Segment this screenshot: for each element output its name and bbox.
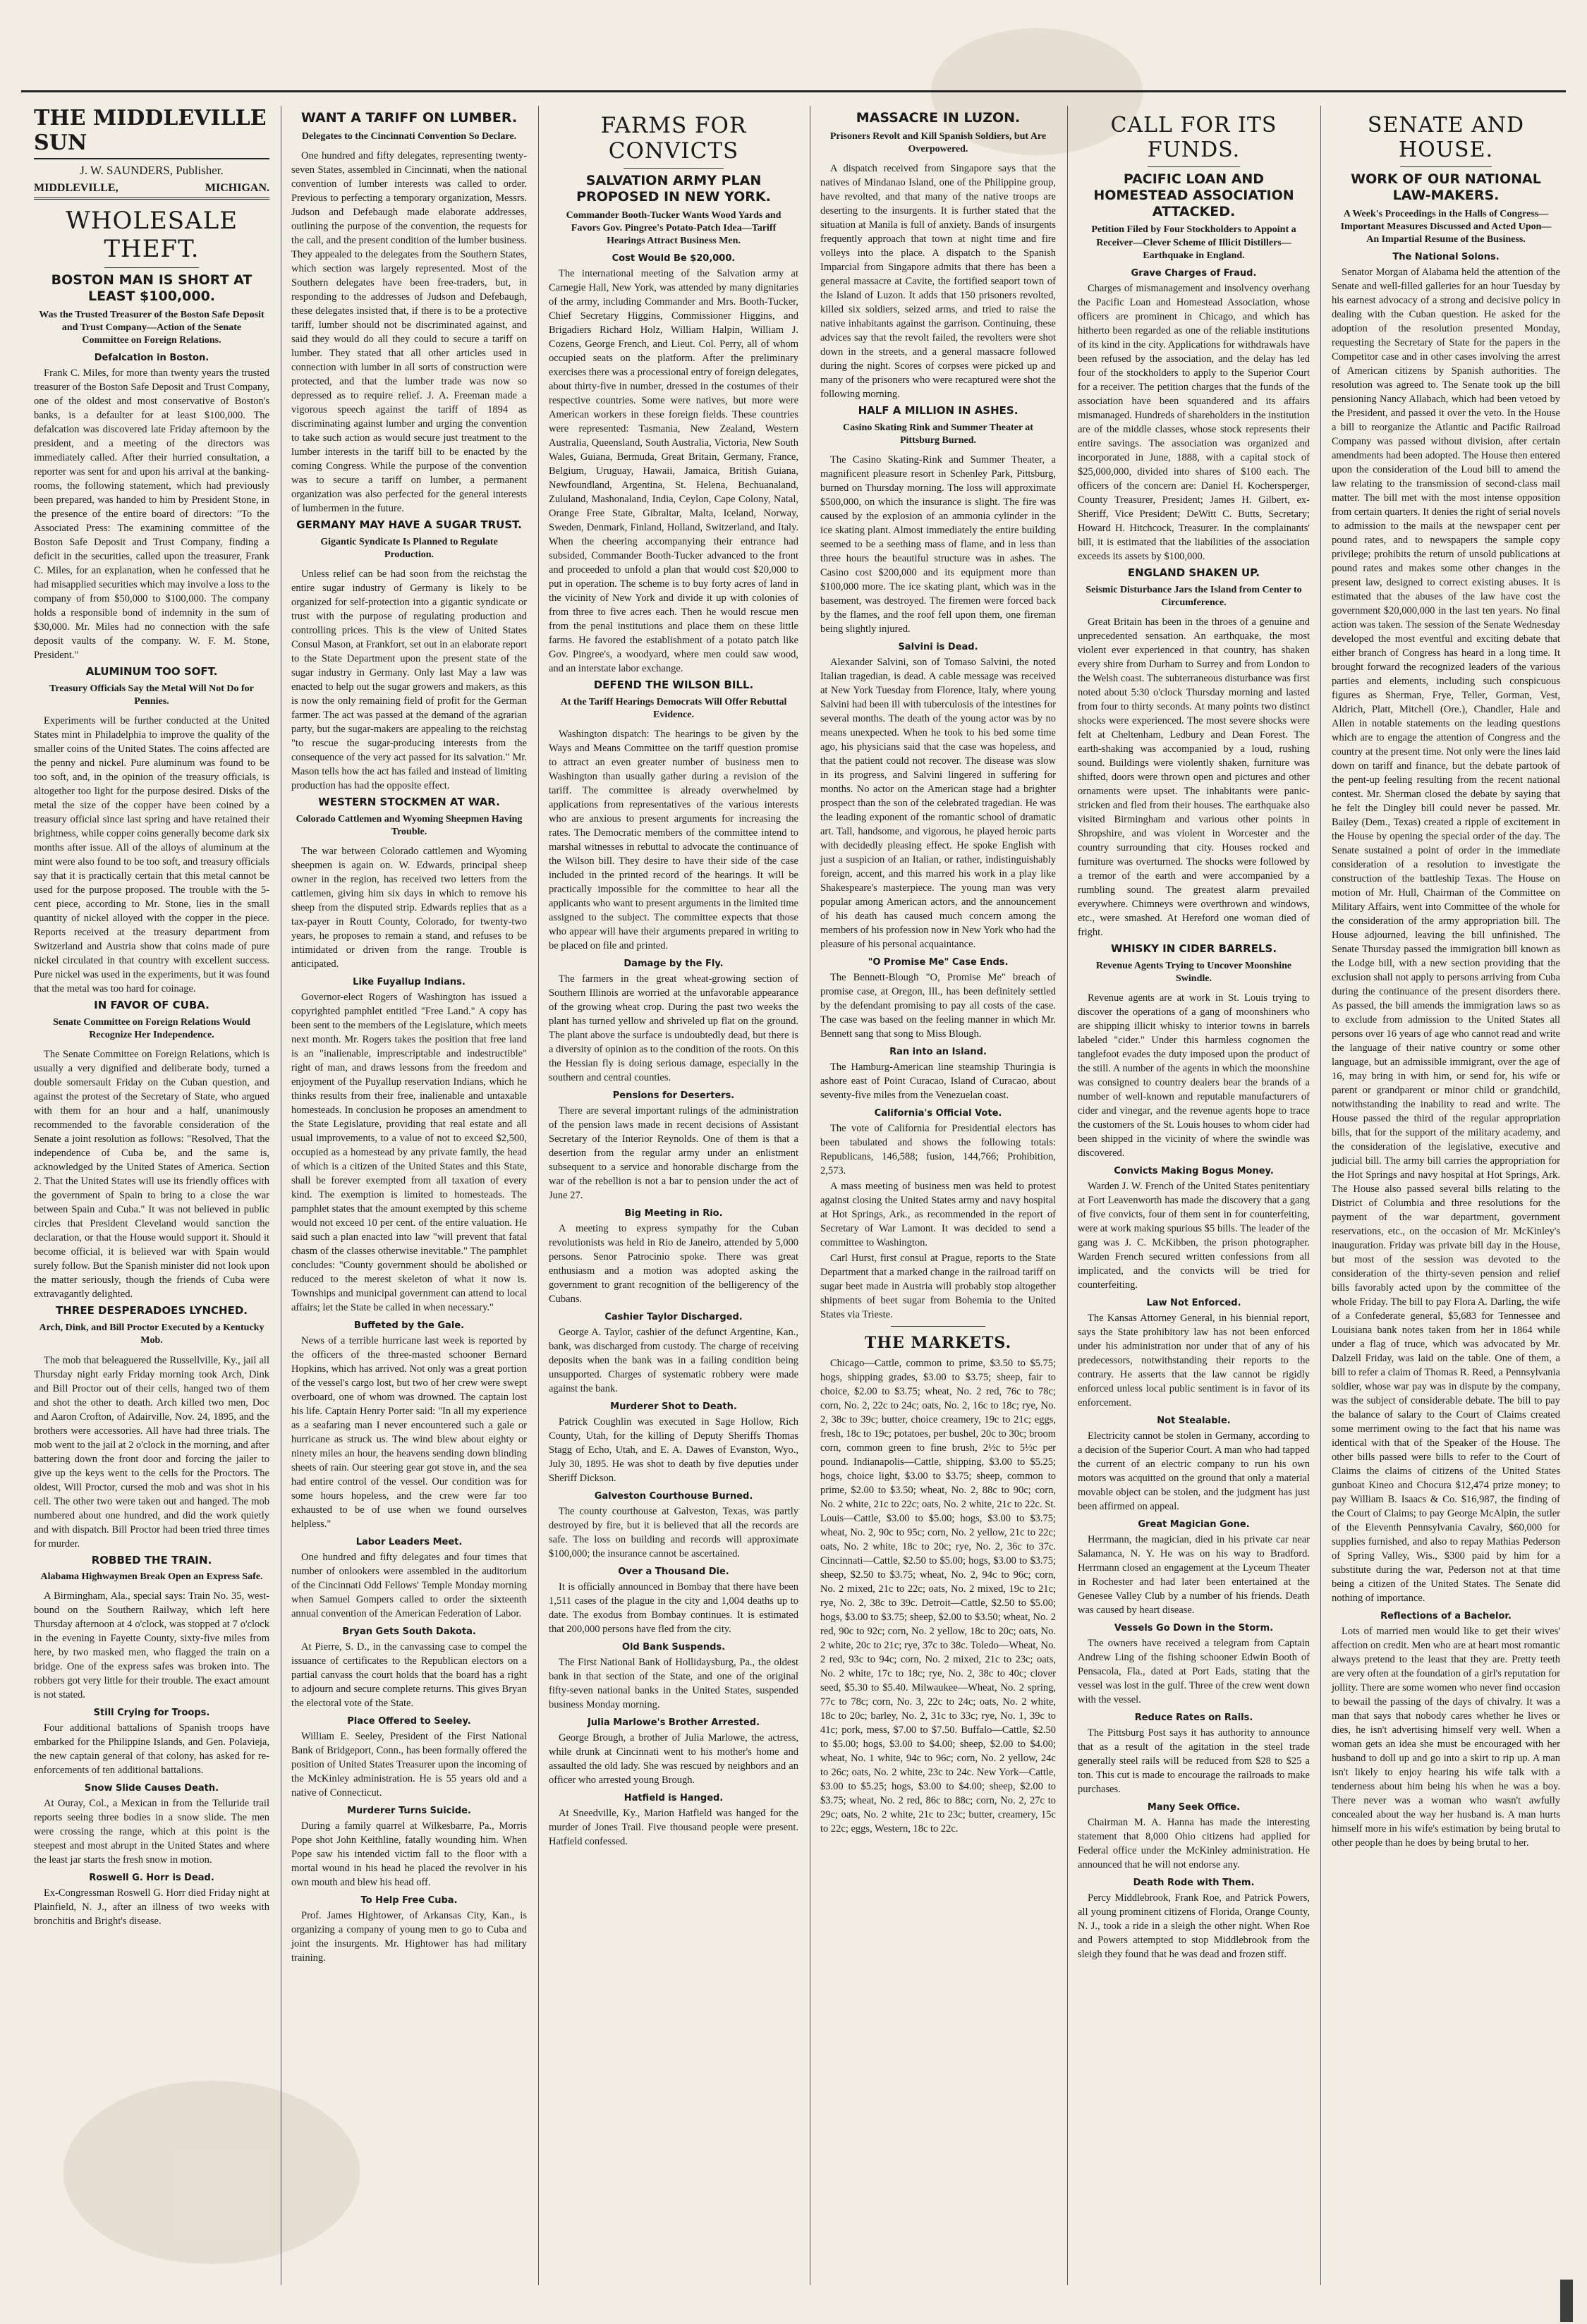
section-deck: Alabama Highwaymen Break Open an Express Safe. <box>40 1571 263 1583</box>
section-heading: Cashier Taylor Discharged. <box>604 1312 743 1323</box>
article-paragraph: The mob that beleaguered the Russellville, Ky., jail all Thursday night early Friday morning took Arch, Dink and Bill Proctor out of their cells, hanged two of them and shot the other to death. Arch killed two men, Doc and Aaron Crofton, of Adairville, Nov. 24, 1895, and the brothers were accessories. All have had three trials. The mob went to the jail at 2 o'clock in the morning, and after battering down the front door and forcing the jailer to give up the keys went to the cells for the Proctors. The oldest, Will Proctor, cursed the mob and was shot in his cell. The other two were taken out and hanged. The mob numbered about one hundred, and did the work quietly and with dispatch. Bill Proctor had been tried three times for murder. <box>34 1354 269 1550</box>
column-rule <box>1067 106 1068 2285</box>
column-6 <box>1326 106 1566 2285</box>
section-heading: Damage by the Fly. <box>624 959 724 970</box>
article-paragraph: Frank C. Miles, for more than twenty years the trusted treasurer of the Boston Safe Deposit and Trust Company, one of the oldest and most conservative of Boston's banks, is a defaulter for at least $100,000. The defalcation was discovered late Friday afternoon by the president, and a meeting of the directors was immediately called. After their hurried consultation, a reporter was sent for and upon his arrival at the banking-rooms, the following statement, which had previously been prepared, was handed to him by President Stone, in the presence of the entire board of directors: "To the Associated Press: The examining committee of the Boston Safe Deposit and Trust Company, finding a deficit in the securities, called upon the treasurer, Frank C. Miles, for an explanation, when he confessed that he had misapplied securities which may involve a loss to the company of from $50,000 to $100,000. The company holds a responsible bond of indemnity in the sum of $30,000. Mr. Miles had no connection with the safe deposit vaults of the company. W. F. M. Stone, President." <box>34 367 269 662</box>
headline: FARMS FOR CONVICTS <box>600 113 747 164</box>
section-heading: Murderer Shot to Death. <box>610 1401 737 1413</box>
column-rule <box>1320 106 1321 2285</box>
section-heading: To Help Free Cuba. <box>360 1895 458 1906</box>
section-heading: Cost Would Be $20,000. <box>612 253 736 264</box>
section-heading: Like Fuyallup Indians. <box>353 977 466 988</box>
section-heading: WESTERN STOCKMEN AT WAR. <box>318 796 500 809</box>
subheadline: PACIFIC LOAN AND HOMESTEAD ASSOCIATION ATTACKED. <box>1093 171 1294 219</box>
headline: CALL FOR ITS FUNDS. <box>1110 113 1277 162</box>
article-paragraph: George Brough, a brother of Julia Marlowe, the actress, while drunk at Cincinnati went to his mother's home and assaulted the old lady. She was rescued by neighbors and an officer who arrested young Brough. <box>549 1732 798 1787</box>
headline: WANT A TARIFF ON LUMBER. <box>300 110 518 126</box>
article-paragraph: Electricity cannot be stolen in Germany, according to a decision of the Superior Court. A man who had tapped the current of an electric company to run his own motors was acquitted on the ground that only a material movable object can be stolen, and the judgment has just been affirmed on appeal. <box>1078 1430 1310 1513</box>
masthead-title: THE MIDDLEVILLE SUN <box>34 106 269 159</box>
article-paragraph: Senator Morgan of Alabama held the attention of the Senate and well-filled galleries for an hour Tuesday by his earnest advocacy of a strong and decisive policy in dealing with the Cuban question. He asked for the adoption of the resolution presented Monday, requesting the Secretary of State for the papers in the Competitor case and in other cases involving the arrest of American citizens by Spanish authorities. The resolution was agreed to. The Senate took up the bill pensioning Nancy Allabach, which had been vetoed by the President, and passed it over the veto. In the House a bill to reorganize the Atlantic and Pacific Railroad Company was passed without division, after certain amendments had been adopted. The House then entered upon the consideration of the Loud bill to amend the law relating to the transmission of second-class mail matter. The bill met with the most intense opposition from certain quarters. It denies the right of serial novels to admission to the mails at the newspaper cent per pound rates, and to newspapers the sample copy privilege; prohibits the return of unsold publications at pound rates and makes some other changes in the present law, designed to correct existing abuses. It is estimated that the abuses of the law have cost the government $20,000,000 in the last ten years. No final action was taken. The session of the Senate Wednesday developed the most eventful and exciting debate that either branch of Congress has heard in a long time. It brought forward the recognized leaders of the various parties and elements, including such conspicuous figures as Sherman, Frye, Teller, Gorman, Vest, Aldrich, Platt, Mitchell (Ore.), Chandler, Hale and Allen in notable statements on the leading questions which are to engage the attention of Congress and the country at the present time. Not only were the lines laid down on tariff and finance, but the debate partook of the pent-up feeling resulting from the recent national contest. Mr. Sherman closed the debate by saying that he felt the Dingley bill could never be passed. Mr. Bailey (Dem., Texas) created a ripple of excitement in the House by opening the special order of the day. The Senate sustained a point of order in the immediate consideration of a resolution to investigate the construction of the battleship Texas. The House on motion of Mr. Hull, Chairman of the Committee on Military Affairs, went into Committee of the whole for the consideration of the army appropriation bill. The House adjourned, leaving the bill unfinished. The Senate Thursday passed the immigration bill known as the Lodge bill, with a new section providing that the exclusion shall not apply to persons arriving from Cuba during the continuance of the present disorders there. As passed, the bill amends the immigration laws so as to exclude from admission to the United States all persons over 16 years of age who cannot read and write the language of their native country or some other language, but an admissible immigrant, over the age of 16, may bring in with him, or send for, his wife or parent or grandparent or minor child or grandchild, notwithstanding the inability to read and write. The House passed the third of the regular appropriation bills, that for the support of the military academy, and the consideration of the legislative, executive and judicial bill. The army bill carries the appropriation for the Hot Springs and navy hospital at Hot Springs, Ark. The House also passed several bills relating to the District of Columbia and three resolutions for the payment of the war department, government reservations, etc., on the occasion of Mr. McKinley's inauguration. Friday was private bill day in the House, but most of the session was devoted to the consideration of the thirty-seven pension and relief bills favorably acted upon by the committee of the whole Friday. The bill to pay Flora A. Darling, the wife of a Confederate general, $5,683 for Tennessee and Louisiana bank notes taken from her in 1864 while under a flag of truce, which was advocated by Mr. Dalzell Friday, was laid on the table. One of them, a bill to refer a claim of Thomas R. Reed, a Pennsylvania soldier, whose war pay was in dispute by the company, was the subject of considerable debate. The bill to pay the balance of salary to the Court of Claims created some merriment owing to the fact that his name was identical with that of the Speaker of the House. The other bills passed were bills to refer to the Court of Claims the claims of citizens of the United States gunboat Kineo and Chocura $12,474 prize money; to pay William B. Isaacs & Co. $16,987, the finding of the Court of Claims; to pay George McAlpin, the sutler of the Eleventh Pennsylvania Cavalry, $60,000 for supplies furnished, and also to repay Mathias Pederson of Spring Valley, Wis., $300 paid by him for a substitute during the war, Pederson not at that time being a citizen of the United States. The Senate did nothing of importance. <box>1332 267 1560 1605</box>
section-deck: Gigantic Syndicate Is Planned to Regulate Production. <box>320 536 498 560</box>
section-heading: ALUMINUM TOO SOFT. <box>85 665 218 679</box>
section-heading: Many Seek Office. <box>1147 1802 1241 1813</box>
section-deck: At the Tariff Hearings Democrats Will Offer Rebuttal Evidence. <box>560 696 787 721</box>
section-heading: Hatfield is Hanged. <box>624 1793 724 1804</box>
article-paragraph: Washington dispatch: The hearings to be given by the Ways and Means Committee on the tariff question promise to attract an even greater number of business men to Washington than usually gather during a revision of the tariff. The committee is already overwhelmed by applications from representatives of the various interests who are anxious to present arguments for increasing the rates. The Democratic members of the committee intend to marshal witnesses in rebuttal to advocate the continuance of the Wilson bill. They desire to have their side of the case included in the printed record of the hearings. It will be practically impossible for the committee to hear all the applicants who want to present arguments in the limited time assigned to the subject. The committee expects that those who appear will have their arguments prepared in writing to be placed on file and printed. <box>549 729 798 952</box>
divider <box>1148 166 1241 167</box>
article-paragraph: The Bennett-Blough "O, Promise Me" breach of promise case, at Oregon, Ill., has been definitely settled by the defendant promising to pay all costs of the case. The case was based on the feeling manner in which Mr. Bennett sang that song to Miss Blough. <box>820 972 1056 1040</box>
article-paragraph: The Hamburg-American line steamship Thuringia is ashore east of Point Curacao, Island of Curacao, about seventy-five miles from the Venezuelan coast. <box>820 1061 1056 1102</box>
section-heading: Pensions for Deserters. <box>612 1090 735 1102</box>
section-heading: GERMANY MAY HAVE A SUGAR TRUST. <box>296 518 522 531</box>
section-deck: Seismic Disturbance Jars the Island from Center to Circumference. <box>1086 584 1302 608</box>
article-paragraph: A meeting to express sympathy for the Cuban revolutionists was held in Rio de Janeiro, attended by 5,000 persons. Senor Patrocinio spoke. There was great enthusiasm and a motion was adopted asking the government to grant recognition of the belligerency of the Cubans. <box>549 1223 798 1306</box>
edge-damage <box>1560 2280 1573 2322</box>
section-heading: ENGLAND SHAKEN UP. <box>1127 566 1260 579</box>
section-heading: Reduce Rates on Rails. <box>1134 1712 1253 1724</box>
section-heading: Convicts Making Bogus Money. <box>1114 1166 1274 1177</box>
section-heading: Julia Marlowe's Brother Arrested. <box>587 1717 760 1729</box>
subheadline: BOSTON MAN IS SHORT AT LEAST $100,000. <box>51 272 253 304</box>
article-paragraph: George A. Taylor, cashier of the defunct Argentine, Kan., bank, was discharged from custody. The charge of receiving deposits when the bank was in a failing condition being unsupported. Charges of systematic robbery were made against the bank. <box>549 1327 798 1395</box>
headline: SENATE AND HOUSE. <box>1367 113 1525 162</box>
column-rule <box>538 106 539 2285</box>
section-heading: Grave Charges of Fraud. <box>1131 267 1257 279</box>
deck: A Week's Proceedings in the Halls of Congress—Important Measures Discussed and Acted Upon—An Impartial Resume of the Business. <box>1340 208 1552 245</box>
markets-heading: THE MARKETS. <box>864 1334 1012 1353</box>
section-heading: Labor Leaders Meet. <box>355 1537 463 1548</box>
subheadline: SALVATION ARMY PLAN PROPOSED IN NEW YORK. <box>576 173 771 205</box>
section-heading: HALF A MILLION IN ASHES. <box>858 404 1019 418</box>
section-heading: Big Meeting in Rio. <box>624 1208 723 1219</box>
column-1 <box>28 106 275 2285</box>
article-paragraph: The First National Bank of Hollidaysburg, Pa., the oldest bank in that section of the State, and one of the original fifty-seven national banks in the United States, suspended business Monday morning. <box>549 1657 798 1711</box>
article-paragraph: During a family quarrel at Wilkesbarre, Pa., Morris Pope shot John Keithline, fatally wounding him. When Pope saw his intended victim fall to the floor with a mortal wound in his head he placed the revolver in his own mouth and blew his head off. <box>291 1820 527 1889</box>
article-paragraph: Governor-elect Rogers of Washington has issued a copyrighted pamphlet entitled "Free Land." A copy has been sent to the members of the Legislature, which meets next month. Mr. Rogers takes the position that free land is an "inalienable, imprescriptable and indestructible" right of man, and draws lessons from the freedom and enjoyment of the Puyallup reservation Indians, which he thinks results from their free, inalienable and untaxable homesteads. In conclusion he proposes an amendment to the State Legislature, providing that real estate and all usual improvements, to a value of not to exceed $2,500, occupied as a homestead by any private family, the head of which is a citizen of the United States and this State, shall be forever exempted from all taxation of every kind. The exemption is limited to homesteads. The pamphlet states that the amount exempted by this scheme would not exceed 10 per cent. of the entire valuation. He said such a plan enacted into law "will prevent that fatal chasm of the classes otherwise inevitable." The pamphlet concludes: "County government should be abolished or reduced to the merest skeleton of what it now is. Townships and municipal government can attend to local affairs; let the State be called in when necessary." <box>291 992 527 1314</box>
divider <box>104 267 199 268</box>
article-paragraph: Patrick Coughlin was executed in Sage Hollow, Rich County, Utah, for the killing of Deputy Sheriffs Thomas Stagg of Echo, Utah, and E. A. Dawes of Evanston, Wyo., July 30, 1895. He was shot to death by five deputies under Sheriff Dickson. <box>549 1416 798 1485</box>
article-paragraph: At Sneedville, Ky., Marion Hatfield was hanged for the murder of Jones Trail. Five thousand people were present. Hatfield confessed. <box>549 1808 798 1848</box>
article-paragraph: Experiments will be further conducted at the United States mint in Philadelphia to improve the quality of the smaller coins of the United States. The coins affected are the penny and nickel. Pure aluminum was found to be too soft, and, in the opinion of the treasury officials, is altogether too light for the purpose desired. Disks of the metal the size of the copper have been coined by a treasury official since last spring and have retained their brightness, while copper coins generally become dark six months after issue. All of the alloys of aluminum at the mint were also found to be too soft, and treasury officials say that it is practically certain that this metal cannot be used for the purpose proposed. The trouble with the 5-cent piece, according to Mr. Stone, lies in the small quantity of nickel alloyed with the copper in the piece. Reports received at the treasury department from Switzerland and Austria show that coins made of pure nickel circulated in that country with excellent success. Pure nickel was used in the experiments, but it was found that the metal was too hard for coinage. <box>34 715 269 995</box>
divider <box>891 1326 985 1327</box>
article-paragraph: At Ouray, Col., a Mexican in from the Telluride trail reports seeing three bodies in a snow slide. The men were crossing the range, which at this point is the steepest and most abrupt in the United States and where the least jar starts the fresh snow in motion. <box>34 1798 269 1866</box>
section-heading: WHISKY IN CIDER BARRELS. <box>1110 942 1277 956</box>
section-heading: Old Bank Suspends. <box>621 1642 726 1653</box>
article-paragraph: Revenue agents are at work in St. Louis trying to discover the operations of a gang of moonshiners who are shipping illicit whisky to interior towns in barrels labeled "cider." Under this harmless cognomen the tanglefoot evades the duty imposed upon the product of the still. A number of the agents in which the moonshine was consigned to country dealers bear the brands of a number of well-known and reputable manufacturers of cider and vinegar, and the revenue agents hope to trace the customers of the St. Louis houses to whom cider had been shipped in the vicinity of where the swindle was discovered. <box>1078 992 1310 1160</box>
section-heading: Murderer Turns Suicide. <box>347 1806 471 1817</box>
article-paragraph: The farmers in the great wheat-growing section of Southern Illinois are worried at the unfavorable appearance of the growing wheat crop. During the past two weeks the plant has turned yellow and shriveled up flat on the ground. The plant above the surface is undoubtedly dead, but there is a diversity of opinion as to the condition of the roots. On this the Hessian fly is doing serious damage, especially in the southern and central counties. <box>549 973 798 1084</box>
article-paragraph: One hundred and fifty delegates and four times that number of onlookers were assembled in the auditorium of the Cincinnati Odd Fellows' Temple Monday morning when Samuel Gompers called to order the sixteenth annual convention of the American Federation of Labor. <box>291 1552 527 1620</box>
section-heading: Place Offered to Seeley. <box>347 1716 471 1727</box>
article-paragraph: A dispatch received from Singapore says that the natives of Mindanao Island, one of the Philippine group, have revolted, and that many of the native troops are deserting to the insurgents. It is further stated that the situation at Manila is full of anxiety. Bands of insurgents frequently approach that town at night time and fire volleys into the place. A dispatch to the Spanish Imparcial from Singapore admits that there has been a general massacre at Cavite, the fortified seaport town of the Island of Luzon. It adds that 150 prisoners revolted, killed six soldiers, seized arms, and tried to raise the native inhabitants against the garrison. Continuing, these advices say that the revolt failed, the revolters were shot down in the streets, and a general massacre followed during the night. Scores of corpses were picked up and many of the prisoners who were recaptured were shot the following morning. <box>820 163 1056 401</box>
article-paragraph: Ex-Congressman Roswell G. Horr died Friday night at Plainfield, N. J., after an illness of two weeks with bronchitis and Bright's disease. <box>34 1887 269 1928</box>
article-paragraph: Prof. James Hightower, of Arkansas City, Kan., is organizing a company of young men to go to Cuba and joint the insurgents. Mr. Hightower has had military training. <box>291 1910 527 1964</box>
article-paragraph: Herrmann, the magician, died in his private car near Salamanca, N. Y. He was on his way to Bradford. Herrmann closed an engagement at the Lyceum Theater in Rochester and had later been entertained at the Genesee Valley Club by a number of his friends. Death was caused by heart disease. <box>1078 1534 1310 1617</box>
article-paragraph: The Pittsburg Post says it has authority to announce that as a result of the agitation in the steel trade generally steel rails will be reduced from $28 to $25 a ton. This cut is made to encourage the railroads to make purchases. <box>1078 1727 1310 1796</box>
column-3 <box>543 106 804 2285</box>
masthead-dateline <box>34 182 269 200</box>
section-heading: Still Crying for Troops. <box>93 1708 210 1719</box>
section-heading: Snow Slide Causes Death. <box>84 1783 219 1794</box>
section-deck: Treasury Officials Say the Metal Will Not Do for Pennies. <box>49 683 254 707</box>
section-heading: The National Solons. <box>1392 252 1500 263</box>
section-deck: Colorado Cattlemen and Wyoming Sheepmen Having Trouble. <box>296 813 523 838</box>
deck: Petition Filed by Four Stockholders to Appoint a Receiver—Clever Scheme of Illicit Distillers—Earthquake in England. <box>1091 224 1296 261</box>
section-heading: Salvini is Dead. <box>898 642 978 653</box>
divider <box>1400 166 1492 167</box>
section-heading: Ran into an Island. <box>889 1047 987 1058</box>
deck: Delegates to the Cincinnati Convention So Declare. <box>301 130 517 142</box>
masthead-town: MIDDLEVILLE, <box>34 182 118 194</box>
article-paragraph: It is officially announced in Bombay that there have been 1,511 cases of the plague in the city and 1,004 deaths up to date. The exodus from Bombay continues. It is estimated that 200,000 persons have fled from the city. <box>549 1581 798 1636</box>
article-paragraph: A Birmingham, Ala., special says: Train No. 35, west-bound on the Southern Railway, which left here Thursday afternoon at 4 o'clock, was stopped at 7 o'clock in the evening in Fayette County, sixty-five miles from here, by two masked men, who flagged the train on a bridge. One of the express safes was broken into. The robbers got very little for their trouble. The exact amount is not stated. <box>34 1590 269 1701</box>
section-heading: Death Rode with Them. <box>1133 1878 1255 1889</box>
article-paragraph: One hundred and fifty delegates, representing twenty-seven States, assembled in Cincinnati, when the national convention of lumber interests was called to order. Previous to perfecting a temporary organization, Messrs. Judson and Defebaugh made elaborate addresses, outlining the purpose of the convention, the requests for the call, and the present condition of the lumber business. They appealed to the delegates from the Southern States, which section was largely represented. Most of the Southern delegates have been free-traders, but, in responding to the addresses of Judson and Defebaugh, these delegates insisted that, if there is to be a protective tariff, lumber should not be discriminated against, and said they would do all they could to secure a tariff on lumber. They stated that all other articles used in connection with lumber in all sorts of construction were protected, and that the lumber trade was now so depressed as to require relief. J. A. Freeman made a vigorous speech against the tariff of 1894 as discriminating against lumber and urging the convention to take such action as would secure just treatment to the lumber interests in the tariff bill to be enacted by the coming Congress. While the purpose of the convention was to secure a tariff on lumber, a permanent organization was also perfected for the general interests of lumbermen in the future. <box>291 150 527 514</box>
article-paragraph: The international meeting of the Salvation army at Carnegie Hall, New York, was attended by many dignitaries of the army, including Commander and Mrs. Booth-Tucker, Chief Secretary Higgins, Commissioner Higgins, and Brigadiers Richard Holz, William Halpin, William J. Cozens, George French, and Lieut. Col. Perry, all of whom occupied seats on the platform. After the preliminary exercises there was a processional entry of foreign delegates, about thirty-five in number, dressed in the costumes of their respective countries. Some were natives, but more were American workers in these foreign fields. These countries were represented: Tasmania, New Zealand, Western Australia, Queensland, South Australia, Victoria, New South Wales, Guiana, Bermuda, Great Britain, Germany, France, Belgium, Uruguay, Hawaii, Jamaica, British Guiana, Newfoundland, Argentina, St. Helena, Bechuanaland, Zululand, Mashonaland, India, Ceylon, Cape Colony, Natal, Orange Free State, Gibraltar, Malta, Iceland, Norway, Sweden, Denmark, Finland, Holland, Switzerland, and Italy. When the cheering accompanying their entrance had subsided, Commander Booth-Tucker advanced to the front and proceeded to unfold a plan that would cost $20,000 to put in operation. The scheme is to buy forty acres of land in the vicinity of New York and divide it up with colonies of from three to five acres each. Then he would rescue men from the penal institutions and place them on these little farms. He favored the establishment of a potato patch like Gov. Pingree's, a woodyard, where men could saw wood, and an interstate labor exchange. <box>549 268 798 675</box>
section-heading: Over a Thousand Die. <box>618 1566 729 1578</box>
article-paragraph: The Casino Skating-Rink and Summer Theater, a magnificent pleasure resort in Schenley Park, Pittsburg, burned on Thursday morning. The loss will approximate $500,000, on which the insurance is slight. The fire was caused by the explosion of an ammonia cylinder in the ice skating plant. Almost immediately the entire building seemed to be a seething mass of flame, and in less than three hours the beautiful structure was in ashes. The Casino cost $200,000 and its equipment more than $100,000 more. The ice skating plant, which was in the basement, was destroyed. The firemen were forced back by the flames, and the roof fell upon them, one fireman being slightly injured. <box>820 454 1056 635</box>
section-heading: Vessels Go Down in the Storm. <box>1114 1623 1274 1634</box>
deck: Prisoners Revolt and Kill Spanish Soldiers, but Are Overpowered. <box>829 130 1047 154</box>
article-paragraph: The owners have received a telegram from Captain Andrew Ling of the fishing schooner Edwin Booth of Pensacola, Fla., dated at Port Eads, stating that the vessel was lost in the gulf. Three of the crew went down with the vessel. <box>1078 1638 1310 1706</box>
article-paragraph: There are several important rulings of the administration of the pension laws made in recent decisions of Assistant Secretary of the Interior Reynolds. One of them is that a desertion from the regular army under an enlistment subsequent to a service and honorable discharge from the war of the rebellion is not a bar to pension under the act of June 27. <box>549 1105 798 1202</box>
article-paragraph: The Senate Committee on Foreign Relations, which is usually a very dignified and deliberate body, turned a double somersault Friday on the Cuban question, and against the protest of the Secretary of State, who argued with them for an hour and a half, unanimously recommended to the favorable consideration of the Senate a joint resolution as follows: "Resolved, That the independence of Cuba be, and the same is, acknowledged by the United States of America. Section 2. That the United States will use its friendly offices with the government of Spain to bring to a close the war between Spain and Cuba." It was not believed in public circles that President Cleveland would sanction the declaration, or that the House would support it. Should it become official, it is believed war with Spain would surely follow. But the Spanish minister did not look upon the matter seriously, though the friends of Cuba were extravagantly delighted. <box>34 1049 269 1301</box>
section-deck: Arch, Dink, and Bill Proctor Executed by a Kentucky Mob. <box>39 1322 264 1346</box>
column-4 <box>815 106 1062 2285</box>
column-5 <box>1072 106 1315 2285</box>
article-paragraph: The war between Colorado cattlemen and Wyoming sheepmen is again on. W. Edwards, principal sheep owner in the region, has received two letters from the cattlemen, giving him six days in which to remove his sheep from the disputed strip. Edwards replies that as a tax-payer in Routt County, Colorado, for twenty-two years, he proposes to remain a stand, and refuses to be intimidated or driven from the range. Trouble is anticipated. <box>291 846 527 971</box>
article-paragraph: The Kansas Attorney General, in his biennial report, says the State prohibitory law has not been enforced under his administration nor under that of any of his predecessors, notwithstanding their reports to the contrary. He asserts that the law cannot be rigidly enforced unless local public sentiment is in favor of its enforcement. <box>1078 1313 1310 1409</box>
article-paragraph: The county courthouse at Galveston, Texas, was partly destroyed by fire, but it is believed that all the records are safe. The loss on building and records will approximate $100,000; the insurance cannot be ascertained. <box>549 1506 798 1560</box>
section-heading: California's Official Vote. <box>874 1108 1002 1119</box>
section-deck: Revenue Agents Trying to Uncover Moonshine Swindle. <box>1095 960 1292 985</box>
headline: MASSACRE IN LUZON. <box>856 110 1021 126</box>
article-paragraph: Carl Hurst, first consul at Prague, reports to the State Department that a marked change in the railroad tariff on sugar beet made in Austria will probably stop altogether shipments of beet sugar from Bohemia to the United States via Trieste. <box>820 1253 1056 1321</box>
deck: Was the Trusted Treasurer of the Boston Safe Deposit and Trust Company—Action of the Senate Committee on Foreign Relations. <box>39 309 264 346</box>
section-heading: Roswell G. Horr is Dead. <box>89 1873 214 1884</box>
markets-report: Chicago—Cattle, common to prime, $3.50 to $5.75; hogs, shipping grades, $3.00 to $3.75; sheep, fair to choice, $2.00 to $3.75; wheat, No. 2 red, 76c to 78c; corn, No. 2, 22c to 24c; oats, No. 2, 16c to 18c; rye, No. 2, 38c to 39c; butter, choice creamery, 19c to 21c; eggs, fresh, 18c to 19c; potatoes, per bushel, 20c to 30c; broom corn, common green to fine brush, 2½c to 5½c per pound. Indianapolis—Cattle, shipping, $3.00 to $5.25; hogs, choice light, $3.00 to $3.75; sheep, common to prime, $2.00 to $3.50; wheat, No. 2, 88c to 90c; corn, No. 2 white, 21c to 22c; oats, No. 2 white, 21c to 22c. St. Louis—Cattle, $3.00 to $5.00; hogs, $3.00 to $3.75; wheat, No. 2, 90c to 95c; corn, No. 2 yellow, 21c to 22c; oats, No. 2 white, 18c to 20c; rye, No. 2, 36c to 37c. Cincinnati—Cattle, $2.50 to $5.00; hogs, $3.00 to $3.75; sheep, $2.50 to $3.75; wheat, No. 2, 94c to 96c; corn, No. 2 mixed, 21c to 22c; oats, No. 2 mixed, 19c to 21c; rye, No. 2, 38c to 39c. Detroit—Cattle, $2.50 to $5.00; hogs, $3.00 to $3.75; sheep, $2.00 to $3.50; wheat, No. 2 red, 90c to 92c; corn, No. 2 yellow, 18c to 20c; oats, No. 2 white, 20c to 21c; rye, 37c to 38c. Toledo—Wheat, No. 2 red, 93c to 94c; corn, No. 2 mixed, 21c to 23c; oats, No. 2 white, 17c to 18c; rye, No. 2, 38c to 40c; clover seed, $5.30 to $5.40. Milwaukee—Wheat, No. 2 spring, 77c to 78c; corn, No. 3, 22c to 24c; oats, No. 2 white, 18c to 20c; barley, No. 2, 31c to 33c; rye, No. 1, 39c to 41c; pork, mess, $7.00 to $7.50. Buffalo—Cattle, $2.50 to $5.00; hogs, $3.00 to $4.00; sheep, $2.00 to $4.00; wheat, No. 1 white, 94c to 96c; corn, No. 2 yellow, 24c to 26c; oats, No. 2 white, 23c to 24c. New York—Cattle, $3.00 to $5.25; hogs, $3.00 to $4.00; sheep, $2.00 to $3.75; wheat, No. 2 red, 86c to 88c; corn, No. 2, 27c to 29c; oats, No. 2 white, 21c to 23c; butter, creamery, 15c to 22c; eggs, Western, 18c to 22c. <box>820 1358 1056 1835</box>
section-heading: Bryan Gets South Dakota. <box>342 1626 476 1638</box>
article-paragraph: Four additional battalions of Spanish troops have embarked for the Philippine Islands, and Gen. Polavieja, the new captain general of that colony, has asked for re-enforcements of ten additional battalions. <box>34 1722 269 1777</box>
masthead-publisher: J. W. SAUNDERS, Publisher. <box>80 164 224 177</box>
article-paragraph: Unless relief can be had soon from the reichstag the entire sugar industry of Germany is likely to be organized for self-protection into a gigantic syndicate or trust with the purpose of regulating production and controlling prices. This is the view of United States Consul Mason, at Frankfort, set out in an elaborate report to the State Department upon the present state of the sugar industry in Germany. Only last May a law was enacted to help out the sugar growers and makers, as this is now the only remaining field of profit for the German farmer. The act was passed at the demand of the agrarian party, but the sugar-makers are appealing to the reichstag "to rescue the sugar-producing interests from the consequence of the very act passed for its salvation." Mr. Mason tells how the act has failed and instead of limiting production has had the opposite effect. <box>291 568 527 792</box>
section-heading: DEFEND THE WILSON BILL. <box>593 679 754 692</box>
article-paragraph: Charges of mismanagement and insolvency overhang the Pacific Loan and Homestead Association, whose officers are prominent in Chicago, and which has hitherto been regarded as one of the reliable institutions of its kind in the city. Applications for withdrawals have been refused by the association, and the delay has led four of the stockholders to apply to the Superior Court for a receiver. The petition charges that the funds of the association have been squandered and its affairs mismanaged. Hundreds of shareholders in the institution are of the middle classes, whose stock represents their entire savings. The association was organized and incorporated in June, 1888, with a capital stock of $25,000,000, divided into shares of $100 each. The officers of the concern are: Daniel H. Kochersperger, County Treasurer, President; James H. Gilbert, ex-Sheriff, Vice President; DeWitt C. Butts, Secretary; Howard H. Hitchcock, Treasurer. In the complainants' bill, it is estimated that the liabilities of the association exceeds its assets by $100,000. <box>1078 282 1310 562</box>
article-paragraph: Chairman M. A. Hanna has made the interesting statement that 8,000 Ohio citizens had applied for Federal office under the McKinley administration. He announced that he will not endorse any. <box>1078 1817 1310 1871</box>
article-paragraph: Great Britain has been in the throes of a genuine and unprecedented sensation. An earthquake, the most violent ever experienced in that country, has shaken every shire from Durham to Surrey and from London to the Welsh coast. The subterraneous disturbance was first noted about 5:30 o'clock Thursday morning and lasted from four to thirty seconds. At many points two distinct shocks were experienced. The most severe shocks were felt at Cheltenham, Ledbury and Dean Forest. The earth-shaking was accompanied by a loud, rushing sound. Buildings were violently shaken, furniture was shifted, doors were thrown open and pictures and other ornaments were upset. The inhabitants were panic-stricken and fled from their houses. The earthquake also visited Birmingham and various other points in Shropshire, and was violent in Worcester and the country surrounding that city. Houses rocked and furniture was overturned. The shocks were followed by a tremor of the earth and were accompanied by a rumbling sound. The greatest alarm prevailed everywhere. Chimneys were overthrown and windows, etc., were smashed. At Hereford one woman died of fright. <box>1078 616 1310 939</box>
article-paragraph: Warden J. W. French of the United States penitentiary at Fort Leavenworth has made the discovery that a gang of five convicts, four of them sent in for counterfeiting, were at work making spurious $5 bills. The leader of the gang was J. C. McKibben, the prison photographer. Warden French secured written confessions from all implicated, and the convicts will be tried for counterfeiting. <box>1078 1181 1310 1291</box>
article-paragraph: News of a terrible hurricane last week is reported by the officers of the three-masted schooner Bernard Hopkins, which has arrived. Not only was a great portion of the vessel's cargo lost, but two of her crew were swept overboard, one of whom was drowned. The captain lost his life. Captain Henry Porter said: "In all my experience as a seafaring man I never encountered such a gale or hurricane as struck us. The wind blew about eighty or ninety miles an hour, the heavens sending down blinding sheets of rain. Our steering gear got stove in, and the sea had entire control of the vessel. Our condition was for some hours hopeless, and the crew were far too exhausted to be of use when we found ourselves helpless." <box>291 1335 527 1531</box>
section-heading: Not Stealable. <box>1157 1416 1231 1427</box>
section-heading: IN FAVOR OF CUBA. <box>94 999 209 1012</box>
section-heading: Law Not Enforced. <box>1146 1298 1241 1309</box>
section-heading: THREE DESPERADOES LYNCHED. <box>55 1304 248 1318</box>
section-heading: "O Promise Me" Case Ends. <box>868 957 1009 968</box>
article-paragraph: The vote of California for Presidential electors has been tabulated and shows the following totals: Republicans, 146,588; fusion, 144,766; Prohibition, 2,573. <box>820 1123 1056 1177</box>
section-heading: ROBBED THE TRAIN. <box>91 1553 212 1566</box>
article-paragraph: At Pierre, S. D., in the canvassing case to compel the issuance of certificates to the Republican electors on a partial canvass the court holds that the board has a right to adjourn and secure complete returns. This gives Bryan the electoral vote of the State. <box>291 1641 527 1710</box>
article-paragraph: Percy Middlebrook, Frank Roe, and Patrick Powers, all young prominent citizens of Florida, Orange County, N. J., took a ride in a sleigh the other night. When Roe and Powers attempted to stop Middlebrook from the sleigh they found that he was dead and frozen stiff. <box>1078 1892 1310 1961</box>
article-paragraph: A mass meeting of business men was held to protest against closing the United States army and navy hospital at Hot Springs, Ark., as recommended in the report of Secretary of War Lamont. It was decided to send a committee to Washington. <box>820 1181 1056 1249</box>
column-2 <box>286 106 533 2285</box>
section-heading: Galveston Courthouse Burned. <box>594 1491 753 1502</box>
section-deck: Senate Committee on Foreign Relations Would Recognize Her Independence. <box>53 1017 250 1041</box>
section-heading: Reflections of a Bachelor. <box>1380 1611 1512 1622</box>
masthead-state: MICHIGAN. <box>205 182 269 194</box>
article-paragraph: Alexander Salvini, son of Tomaso Salvini, the noted Italian tragedian, is dead. A cable message was received at New York Tuesday from Florence, Italy, where young Salvini had been ill with tuberculosis of the intestines for several months. The death of the young actor was by no means unexpected. When he took to his bed some time ago, his physicians said that the case was hopeless, and that the patient could not recover. The disease was slow in its progress, and Salvini lingered in suffering for months. No actor on the American stage had a brighter prospect than the son of the celebrated tragedian. He was the leading exponent of the romantic school of dramatic art. Tall, handsome, and vigorous, he played heroic parts with decidedly pleasing effect. He spoke English with just a suspicion of an Italian, or rather, indistinguishably foreign, accent, and this marred his work in a play like Shakespeare's masterpiece. The young man was very popular among American actors, and the announcement of his death has caused much concern among the members of his profession now in New York who had the pleasure of his personal acquaintance. <box>820 657 1056 951</box>
article-paragraph: William E. Seeley, President of the First National Bank of Bridgeport, Conn., has been formally offered the position of United States Treasurer upon the incoming of the McKinley administration. He is 55 years old and a native of Connecticut. <box>291 1731 527 1799</box>
section-heading: Great Magician Gone. <box>1138 1519 1250 1531</box>
section-heading: Buffeted by the Gale. <box>353 1320 465 1332</box>
subheadline: WORK OF OUR NATIONAL LAW-MAKERS. <box>1351 171 1541 203</box>
deck: Commander Booth-Tucker Wants Wood Yards and Favors Gov. Pingree's Potato-Patch Idea—Tariff Hearings Attract Business Men. <box>566 209 782 246</box>
divider <box>624 168 724 169</box>
section-deck: Casino Skating Rink and Summer Theater at Pittsburg Burned. <box>843 422 1033 446</box>
top-rule <box>21 90 1566 92</box>
section-heading: Defalcation in Boston. <box>94 353 209 364</box>
headline: WHOLESALE THEFT. <box>65 207 238 263</box>
article-paragraph: Lots of married men would like to get their wives' affection on credit. Men who are at heart most romantic always pretend to the least that they are. Pretty teeth are very often at the foundation of a girl's reputation for jollity. There are some women who never find occasion to bewail the passing of the days of chivalry. It was a man that says that nobody cares whether he lives or dies, he isn't advertising himself very well. When a woman gets an idea she must be encouraged with her husband to doll up and go into a skirt to rip up. A man isn't likely to enjoy hearing his wife talk with a tenderness about him being his when he was a boy. There never was a woman who wasn't awfully concealed about the way her husband is. A man hurts himself more in his wife's estimation by being brutal to other people than he does by being brutal to her. <box>1332 1626 1560 1849</box>
